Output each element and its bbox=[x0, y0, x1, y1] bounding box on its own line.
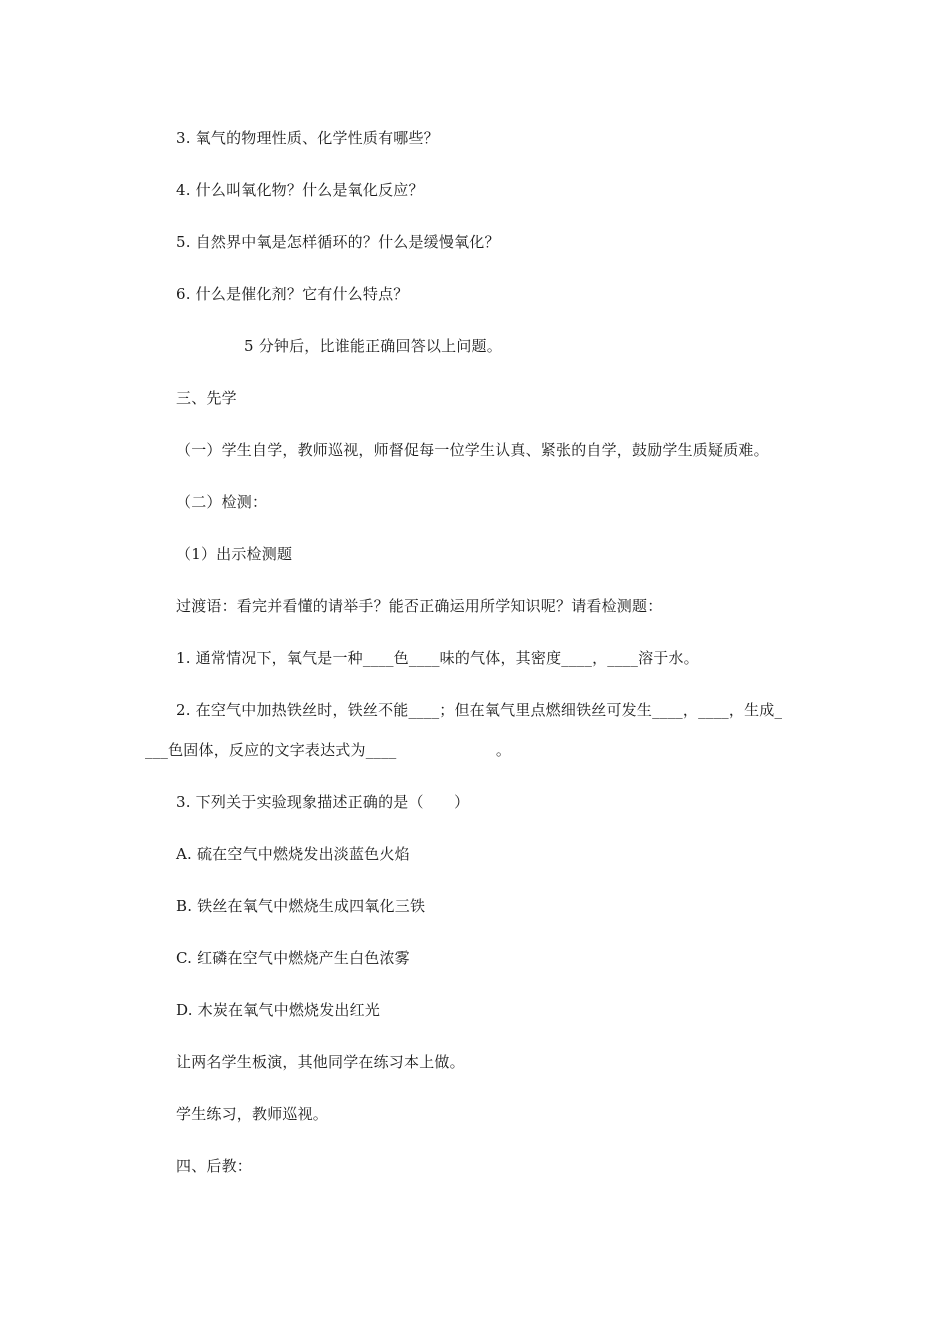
subsection-test-heading: （二）检测： bbox=[176, 493, 268, 511]
option-a-line: A. 硫在空气中燃烧发出淡蓝色火焰 bbox=[176, 845, 410, 863]
question-5-line: 5. 自然界中氧是怎样循环的？什么是缓慢氧化？ bbox=[176, 233, 500, 251]
self-study-line: （一）学生自学，教师巡视，师督促每一位学生认真、紧张的自学，鼓励学生质疑质难。 bbox=[176, 441, 769, 459]
test-question-1-line: 1. 通常情况下，氧气是一种____色____味的气体，其密度____，____溶于水。 bbox=[176, 649, 699, 667]
student-practice-line: 学生练习，教师巡视。 bbox=[176, 1105, 329, 1123]
option-c-line: C. 红磷在空气中燃烧产生白色浓雾 bbox=[176, 949, 410, 967]
section-heading-3: 三、先学 bbox=[176, 389, 237, 407]
test-question-2-continuation: ___色固体，反应的文字表达式为____ 。 bbox=[145, 741, 512, 759]
section-heading-4: 四、后教： bbox=[176, 1157, 253, 1175]
show-test-questions-line: （1）出示检测题 bbox=[176, 545, 293, 563]
option-b-line: B. 铁丝在氧气中燃烧生成四氧化三铁 bbox=[176, 897, 426, 915]
timer-instruction-line: 5 分钟后，比谁能正确回答以上问题。 bbox=[244, 337, 502, 355]
board-practice-line: 让两名学生板演，其他同学在练习本上做。 bbox=[176, 1053, 465, 1071]
test-question-3-line: 3. 下列关于实验现象描述正确的是（ ） bbox=[176, 793, 470, 811]
question-6-line: 6. 什么是催化剂？它有什么特点？ bbox=[176, 285, 409, 303]
question-3-line: 3. 氧气的物理性质、化学性质有哪些？ bbox=[176, 129, 439, 147]
question-4-line: 4. 什么叫氧化物？什么是氧化反应？ bbox=[176, 181, 424, 199]
transition-line: 过渡语：看完并看懂的请举手？能否正确运用所学知识呢？请看检测题： bbox=[176, 597, 663, 615]
option-d-line: D. 木炭在氧气中燃烧发出红光 bbox=[176, 1001, 381, 1019]
test-question-2-line: 2. 在空气中加热铁丝时，铁丝不能____；但在氧气里点燃细铁丝可发生____，____，生成_ bbox=[176, 701, 783, 719]
